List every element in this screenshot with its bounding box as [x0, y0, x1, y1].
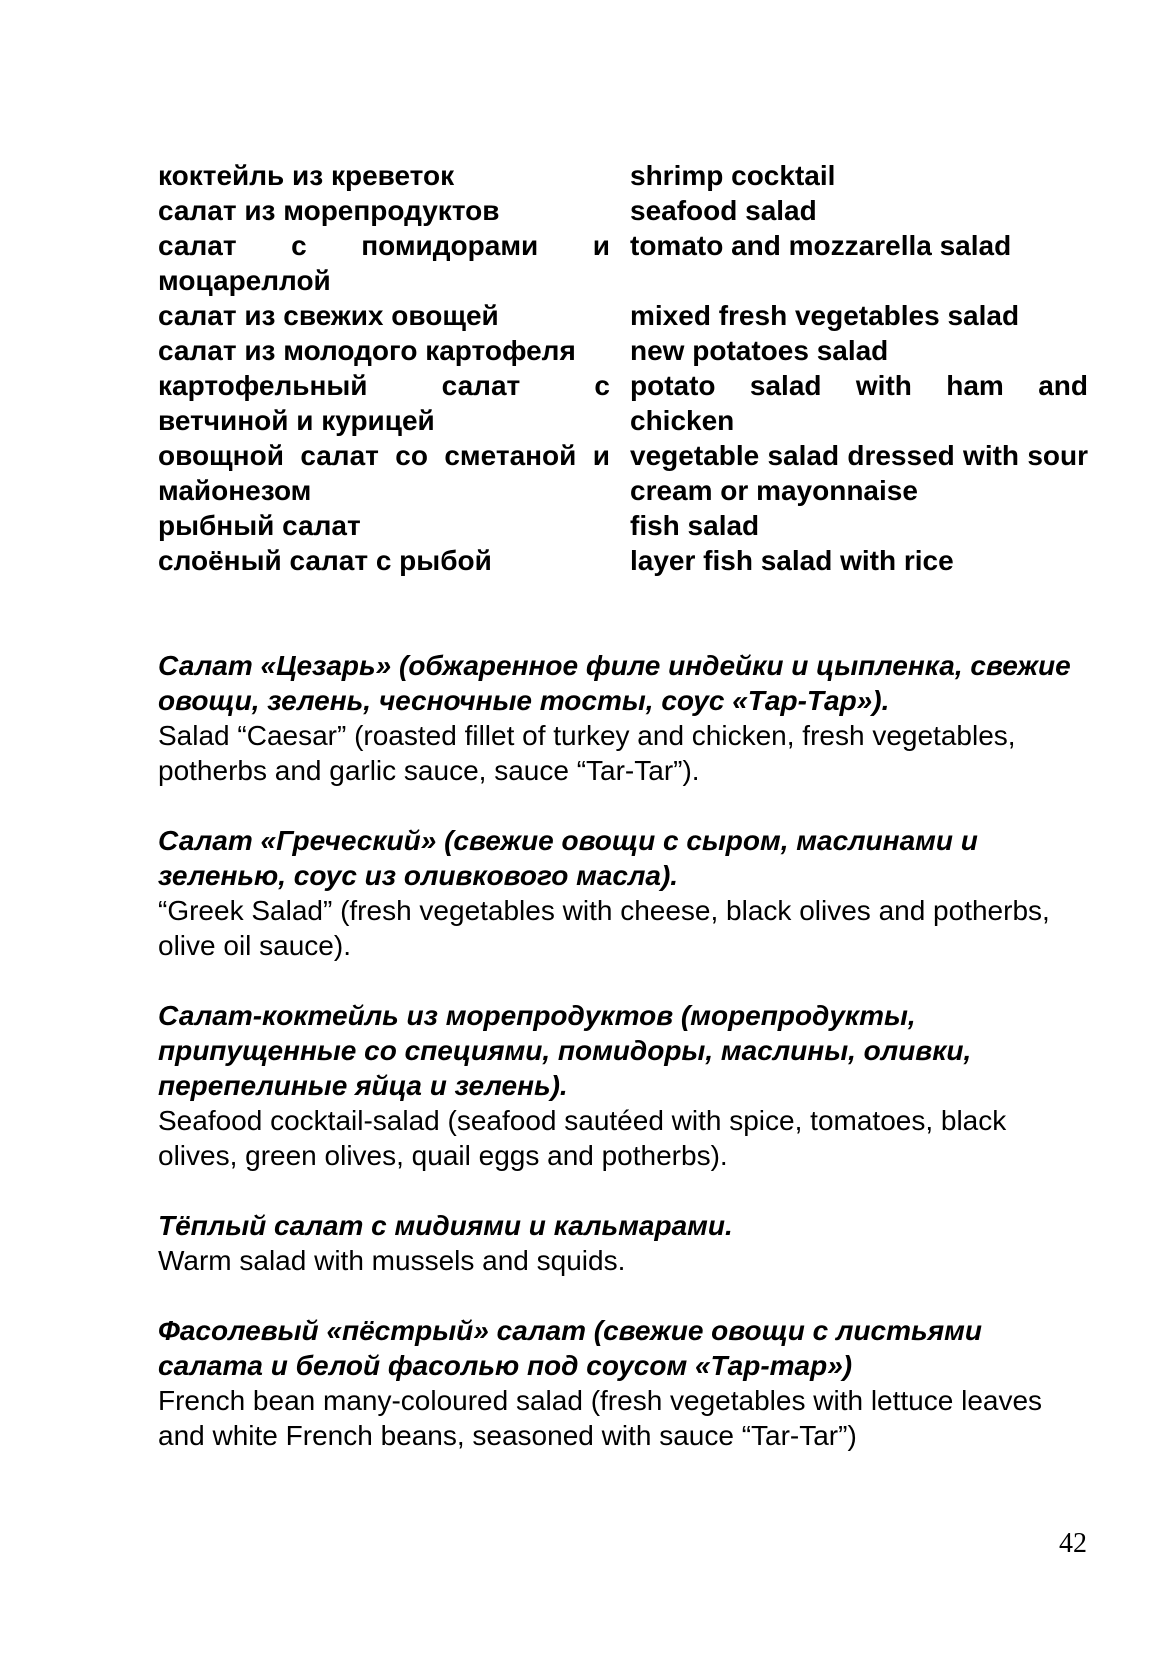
vocab-en-term: tomato and mozzarella salad	[630, 230, 1012, 261]
entry-en-description: French bean many-coloured salad (fresh vegetables with lettuce leaves and white French beans, seasoned with sauce “Tar-Tar”)	[158, 1385, 1043, 1451]
vocab-en-term: mixed fresh vegetables salad	[630, 300, 1020, 331]
entry-en-description: Seafood cocktail-salad (seafood sautéed with spice, tomatoes, black olives, green olives, quail eggs and potherbs).	[158, 1105, 1007, 1171]
vocab-en-term: vegetable salad dressed with sour cream or mayonnaise	[630, 440, 1088, 506]
entry-en-description: Salad “Caesar” (roasted fillet of turkey and chicken, fresh vegetables, potherbs and garlic sauce, sauce “Tar-Tar”).	[158, 720, 1016, 786]
vocab-en-term: fish salad	[630, 510, 760, 541]
vocab-ru-term: салат с помидорами и моцареллой	[158, 230, 610, 296]
entry-ru-title: Тёплый салат с мидиями и кальмарами.	[158, 1210, 733, 1241]
entry-en-description: Warm salad with mussels and squids.	[158, 1245, 626, 1276]
entry-ru-title: Салат-коктейль из морепродуктов (морепродукты, припущенные со специями, помидоры, маслины, оливки, перепелиные яйца и зелень).	[158, 1000, 972, 1101]
menu-entry	[158, 648, 1088, 788]
entry-ru-title: Фасолевый «пёстрый» салат (свежие овощи с листьями салата и белой фасолью под соусом «Тар-тар»)	[158, 1315, 982, 1381]
menu-entries	[158, 648, 1088, 1453]
menu-entry	[158, 1313, 1088, 1453]
menu-entry	[158, 823, 1088, 963]
vocab-ru-term: салат из молодого картофеля	[158, 335, 576, 366]
entry-ru-title: Салат «Цезарь» (обжаренное филе индейки и цыпленка, свежие овощи, зелень, чесночные тосты, соус «Тар-Тар»).	[158, 650, 1071, 716]
vocab-en-term: layer fish salad with rice	[630, 545, 954, 576]
vocab-en-term: new potatoes salad	[630, 335, 889, 366]
entry-en-description: “Greek Salad” (fresh vegetables with cheese, black olives and potherbs, olive oil sauce).	[158, 895, 1050, 961]
vocab-en-term: potato salad with ham and chicken	[630, 370, 1088, 436]
document-page	[158, 158, 1088, 1488]
menu-entry	[158, 1208, 1088, 1278]
vocab-en-term: shrimp cocktail	[630, 160, 836, 191]
menu-entry	[158, 998, 1088, 1173]
vocab-ru-term: салат из свежих овощей	[158, 300, 499, 331]
page-number: 42	[1059, 1528, 1087, 1559]
vocab-ru-term: салат из морепродуктов	[158, 195, 500, 226]
vocab-ru-term: овощной салат со сметаной и майонезом	[158, 440, 610, 506]
vocab-ru-term: рыбный салат	[158, 510, 361, 541]
vocabulary-table	[158, 158, 1088, 578]
vocab-en-term: seafood salad	[630, 195, 817, 226]
vocab-ru-term: слоёный салат с рыбой	[158, 545, 492, 576]
vocab-ru-term: коктейль из креветок	[158, 160, 455, 191]
entry-ru-title: Салат «Греческий» (свежие овощи с сыром, маслинами и зеленью, соус из оливкового масла).	[158, 825, 978, 891]
vocab-ru-term: картофельный салат с ветчиной и курицей	[158, 370, 610, 436]
